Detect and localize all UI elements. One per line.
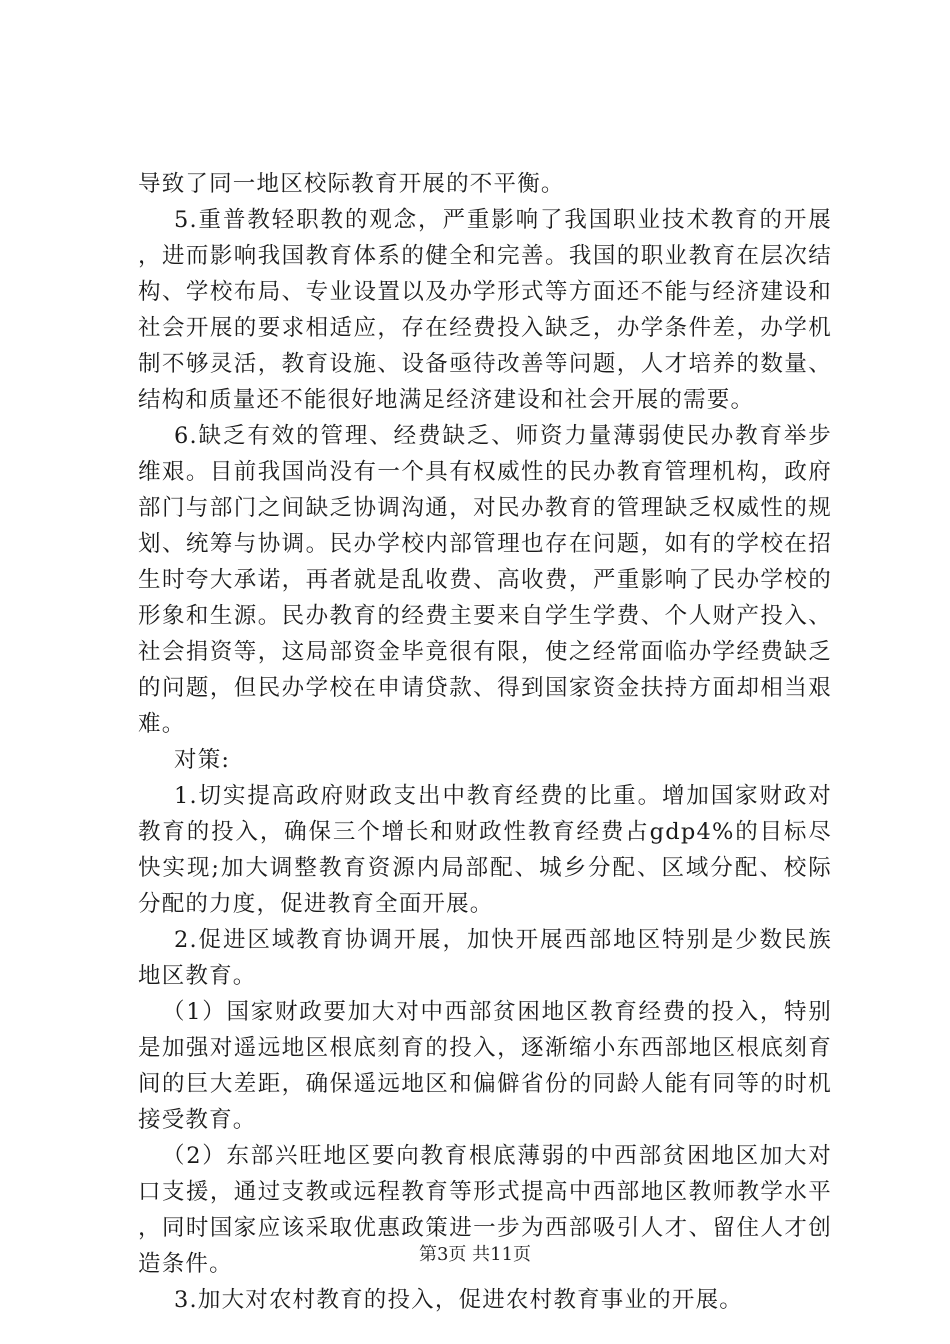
paragraph-countermeasure-2: 2.促进区域教育协调开展，加快开展西部地区特别是少数民族地区教育。 [138, 927, 832, 989]
paragraph-continuation: 导致了同一地区校际教育开展的不平衡。 [138, 171, 565, 197]
paragraph-sub-item-2: （2）东部兴旺地区要向教育根底薄弱的中西部贫困地区加大对口支援，通过支教或远程教育等形式提高中西部地区教师教学水平，同时国家应该采取优惠政策进一步为西部吸引人才、留住人才创造条件。 [138, 1143, 832, 1277]
paragraph-item-5: 5.重普教轻职教的观念，严重影响了我国职业技术教育的开展，进而影响我国教育体系的健全和完善。我国的职业教育在层次结构、学校布局、专业设置以及办学形式等方面还不能与经济建设和社会开展的要求相适应，存在经费投入缺乏，办学条件差，办学机制不够灵活，教育设施、设备亟待改善等问题，人才培养的数量、结构和质量还不能很好地满足经济建设和社会开展的需要。 [138, 207, 832, 413]
document-body [138, 166, 832, 1318]
paragraph-item-6: 6.缺乏有效的管理、经费缺乏、师资力量薄弱使民办教育举步维艰。目前我国尚没有一个具有权威性的民办教育管理机构，政府部门与部门之间缺乏协调沟通，对民办教育的管理缺乏权威性的规划、统筹与协调。民办学校内部管理也存在问题，如有的学校在招生时夸大承诺，再者就是乱收费、高收费，严重影响了民办学校的形象和生源。民办教育的经费主要来自学生学费、个人财产投入、社会捐资等，这局部资金毕竟很有限，使之经常面临办学经费缺乏的问题，但民办学校在申请贷款、得到国家资金扶持方面却相当艰难。 [138, 423, 832, 737]
section-heading-countermeasures: 对策: [174, 747, 231, 773]
paragraph-countermeasure-1: 1.切实提高政府财政支出中教育经费的比重。增加国家财政对教育的投入，确保三个增长和财政性教育经费占gdp4%的目标尽快实现;加大调整教育资源内局部配、城乡分配、区域分配、校际分配的力度，促进教育全面开展。 [138, 783, 832, 917]
paragraph-sub-item-1: （1）国家财政要加大对中西部贫困地区教育经费的投入，特别是加强对遥远地区根底刻育的投入，逐渐缩小东西部地区根底刻育间的巨大差距，确保遥远地区和偏僻省份的同龄人能有同等的时机接受教育。 [138, 999, 832, 1133]
paragraph-countermeasure-3: 3.加大对农村教育的投入，促进农村教育事业的开展。 [174, 1287, 743, 1313]
page-number-footer: 第3页 共11页 [418, 1244, 532, 1265]
